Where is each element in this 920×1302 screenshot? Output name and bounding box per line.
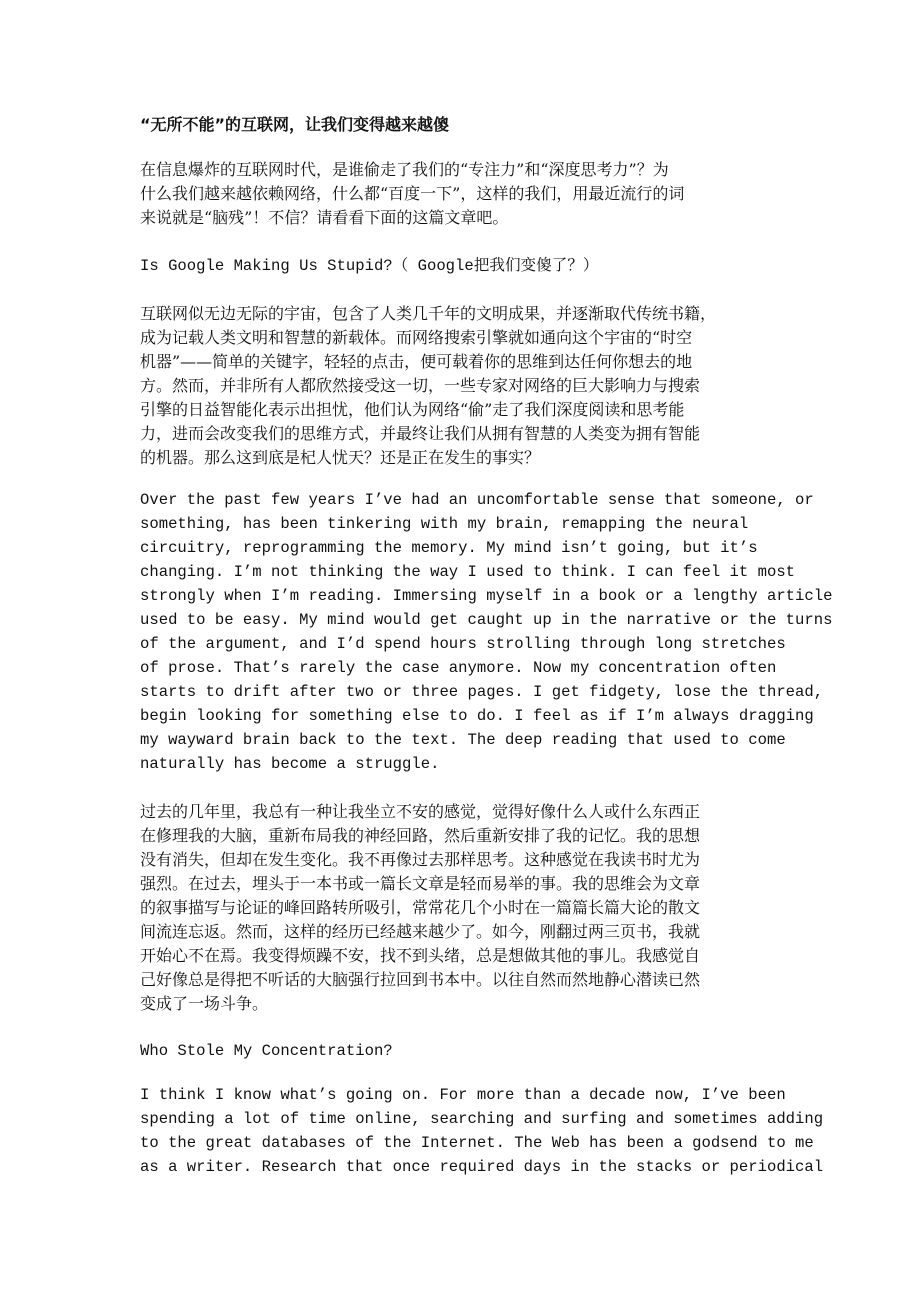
article-title [140,254,830,278]
text-line: of prose. That’s rarely the case anymore. Now my concentration often [140,659,777,677]
english-paragraph-2 [140,1083,830,1179]
title-text: “无所不能”的互联网，让我们变得越来越傻 [140,115,450,134]
text-line: 引擎的日益智能化表示出担忧，他们认为网络“偷”走了我们深度阅读和思考能 [140,400,685,419]
text-line: 己好像总是得把不听话的大脑强行拉回到书本中。以往自然而然地静心潜读已然 [140,970,701,989]
text-line: 强烈。在过去，埋头于一本书或一篇长文章是轻而易举的事。我的思维会为文章 [140,874,701,893]
text-line: 成为记载人类文明和智慧的新载体。而网络搜索引擎就如通向这个宇宙的“时空 [140,328,693,347]
text-line: 方。然而，并非所有人都欣然接受这一切，一些专家对网络的巨大影响力与搜索 [140,376,701,395]
text-line: my wayward brain back to the text. The deep reading that used to come [140,731,786,749]
text-line: 在修理我的大脑，重新布局我的神经回路，然后重新安排了我的记忆。我的思想 [140,826,701,845]
chinese-paragraph-1 [140,800,830,1016]
text-line: naturally has become a struggle. [140,755,440,773]
text-line: strongly when I’m reading. Immersing myself in a book or a lengthy article [140,587,833,605]
text-line: 的机器。那么这到底是杞人忧天？还是正在发生的事实？ [140,448,541,467]
text-line: 过去的几年里，我总有一种让我坐立不安的感觉，觉得好像什么人或什么东西正 [140,802,701,821]
section-heading-text: Who Stole My Concentration? [140,1042,393,1060]
text-line: 的叙事描写与论证的峰回路转所吸引，常常花几个小时在一篇篇长篇大论的散文 [140,898,701,917]
section-heading [140,1039,830,1063]
text-line: Over the past few years I’ve had an uncomfortable sense that someone, or [140,491,814,509]
text-line: spending a lot of time online, searching and surfing and sometimes adding [140,1110,824,1128]
article-title-text: Is Google Making Us Stupid?（ Google把我们变傻了？） [140,257,599,275]
english-paragraph-1 [140,488,833,776]
text-line: circuitry, reprogramming the memory. My mind isn’t going, but it’s [140,539,758,557]
text-line: 来说就是“脑残”！不信？请看看下面的这篇文章吧。 [140,208,509,227]
text-line: I think I know what’s going on. For more than a decade now, I’ve been [140,1086,786,1104]
text-line: 开始心不在焉。我变得烦躁不安，找不到头绪，总是想做其他的事儿。我感觉自 [140,946,701,965]
text-line: of the argument, and I’d spend hours strolling through long stretches [140,635,786,653]
text-line: as a writer. Research that once required days in the stacks or periodical [140,1158,824,1176]
document-title [140,113,830,137]
text-line: begin looking for something else to do. I feel as if I’m always dragging [140,707,814,725]
text-line: to the great databases of the Internet. The Web has been a godsend to me [140,1134,814,1152]
text-line: something, has been tinkering with my brain, remapping the neural [140,515,749,533]
text-line: 间流连忘返。然而，这样的经历已经越来越少了。如今，刚翻过两三页书，我就 [140,922,701,941]
text-line: 机器”——简单的关键字，轻轻的点击，便可载着你的思维到达任何你想去的地 [140,352,693,371]
text-line: used to be easy. My mind would get caught up in the narrative or the turns [140,611,833,629]
text-line: 什么我们越来越依赖网络，什么都“百度一下”，这样的我们，用最近流行的词 [140,184,685,203]
text-line: 互联网似无边无际的宇宙，包含了人类几千年的文明成果，并逐渐取代传统书籍， [140,304,717,323]
text-line: 变成了一场斗争。 [140,994,269,1013]
text-line: 力，进而会改变我们的思维方式，并最终让我们从拥有智慧的人类变为拥有智能 [140,424,701,443]
text-line: changing. I’m not thinking the way I used to think. I can feel it most [140,563,796,581]
text-line: 在信息爆炸的互联网时代，是谁偷走了我们的“专注力”和“深度思考力”？为 [140,160,669,179]
text-line: 没有消失，但却在发生变化。我不再像过去那样思考。这种感觉在我读书时尤为 [140,850,701,869]
intro-paragraph [140,158,830,230]
text-line: starts to drift after two or three pages. I get fidgety, lose the thread, [140,683,824,701]
summary-paragraph [140,302,830,470]
